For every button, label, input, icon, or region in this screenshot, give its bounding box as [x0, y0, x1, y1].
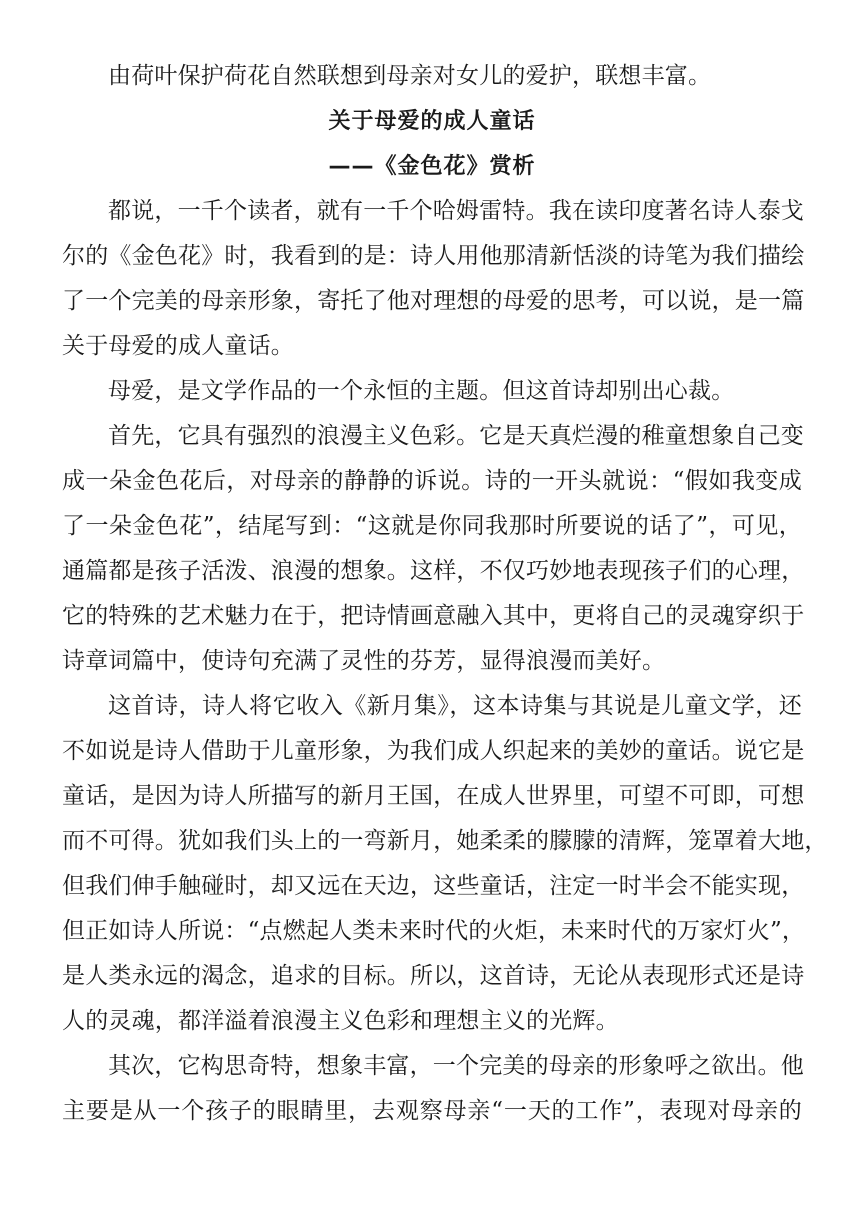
text-line: 它的特殊的艺术魅力在于，把诗情画意融入其中，更将自己的灵魂穿织于 [62, 603, 805, 629]
paragraph-1 [62, 189, 805, 369]
page-title: 关于母爱的成人童话 [328, 109, 536, 134]
paragraph-3 [62, 414, 805, 684]
text-line: 其次，它构思奇特，想象丰富，一个完美的母亲的形象呼之欲出。他 [108, 1053, 804, 1079]
text-line: 诗章词篇中，使诗句充满了灵性的芬芳，显得浪漫而美好。 [62, 648, 666, 674]
text-line: 母爱，是文学作品的一个永恒的主题。但这首诗却别出心裁。 [108, 378, 735, 404]
text-line: 但我们伸手触碰时，却又远在天边，这些童话，注定一时半会不能实现， [62, 873, 805, 899]
text-line: 而不可得。犹如我们头上的一弯新月，她柔柔的朦朦的清辉，笼罩着大地， [62, 828, 828, 854]
text-line: 主要是从一个孩子的眼睛里，去观察母亲“一天的工作”，表现对母亲的 [62, 1098, 802, 1124]
text-line: 不如说是诗人借助于儿童形象，为我们成人织起来的美妙的童话。说它是 [62, 738, 805, 764]
text-line: 了一朵金色花”，结尾写到：“这就是你同我那时所要说的话了”，可见， [62, 513, 802, 539]
page-subtitle: ——《金色花》赏析 [328, 154, 536, 179]
text-line: 了一个完美的母亲形象，寄托了他对理想的母爱的思考，可以说，是一篇 [62, 288, 805, 314]
text-line: 人的灵魂，都洋溢着浪漫主义色彩和理想主义的光辉。 [62, 1008, 619, 1034]
text-line: 首先，它具有强烈的浪漫主义色彩。它是天真烂漫的稚童想象自己变 [108, 423, 804, 449]
text-line: 关于母爱的成人童话。 [62, 333, 294, 359]
text-line: 尔的《金色花》时，我看到的是：诗人用他那清新恬淡的诗笔为我们描绘 [62, 243, 805, 269]
paragraph-2 [62, 369, 802, 414]
text-line: 但正如诗人所说：“点燃起人类未来时代的火炬，未来时代的万家灯火”， [62, 918, 806, 944]
paragraph-5 [62, 1044, 802, 1134]
text-line: 通篇都是孩子活泼、浪漫的想象。这样，不仅巧妙地表现孩子们的心理， [62, 558, 805, 584]
document-page [62, 54, 828, 1134]
text-line: 童话，是因为诗人所描写的新月王国，在成人世界里，可望不可即，可想 [62, 783, 805, 809]
text-line: 都说，一千个读者，就有一千个哈姆雷特。我在读印度著名诗人泰戈 [108, 198, 804, 224]
paragraph-4 [62, 684, 828, 1044]
text-line: 是人类永远的渴念，追求的目标。所以，这首诗，无论从表现形式还是诗 [62, 963, 805, 989]
text-line: 成一朵金色花后，对母亲的静静的诉说。诗的一开头就说：“假如我变成 [62, 468, 802, 494]
intro-line: 由荷叶保护荷花自然联想到母亲对女儿的爱护，联想丰富。 [108, 63, 712, 89]
text-line: 这首诗，诗人将它收入《新月集》，这本诗集与其说是儿童文学，还 [108, 693, 802, 719]
